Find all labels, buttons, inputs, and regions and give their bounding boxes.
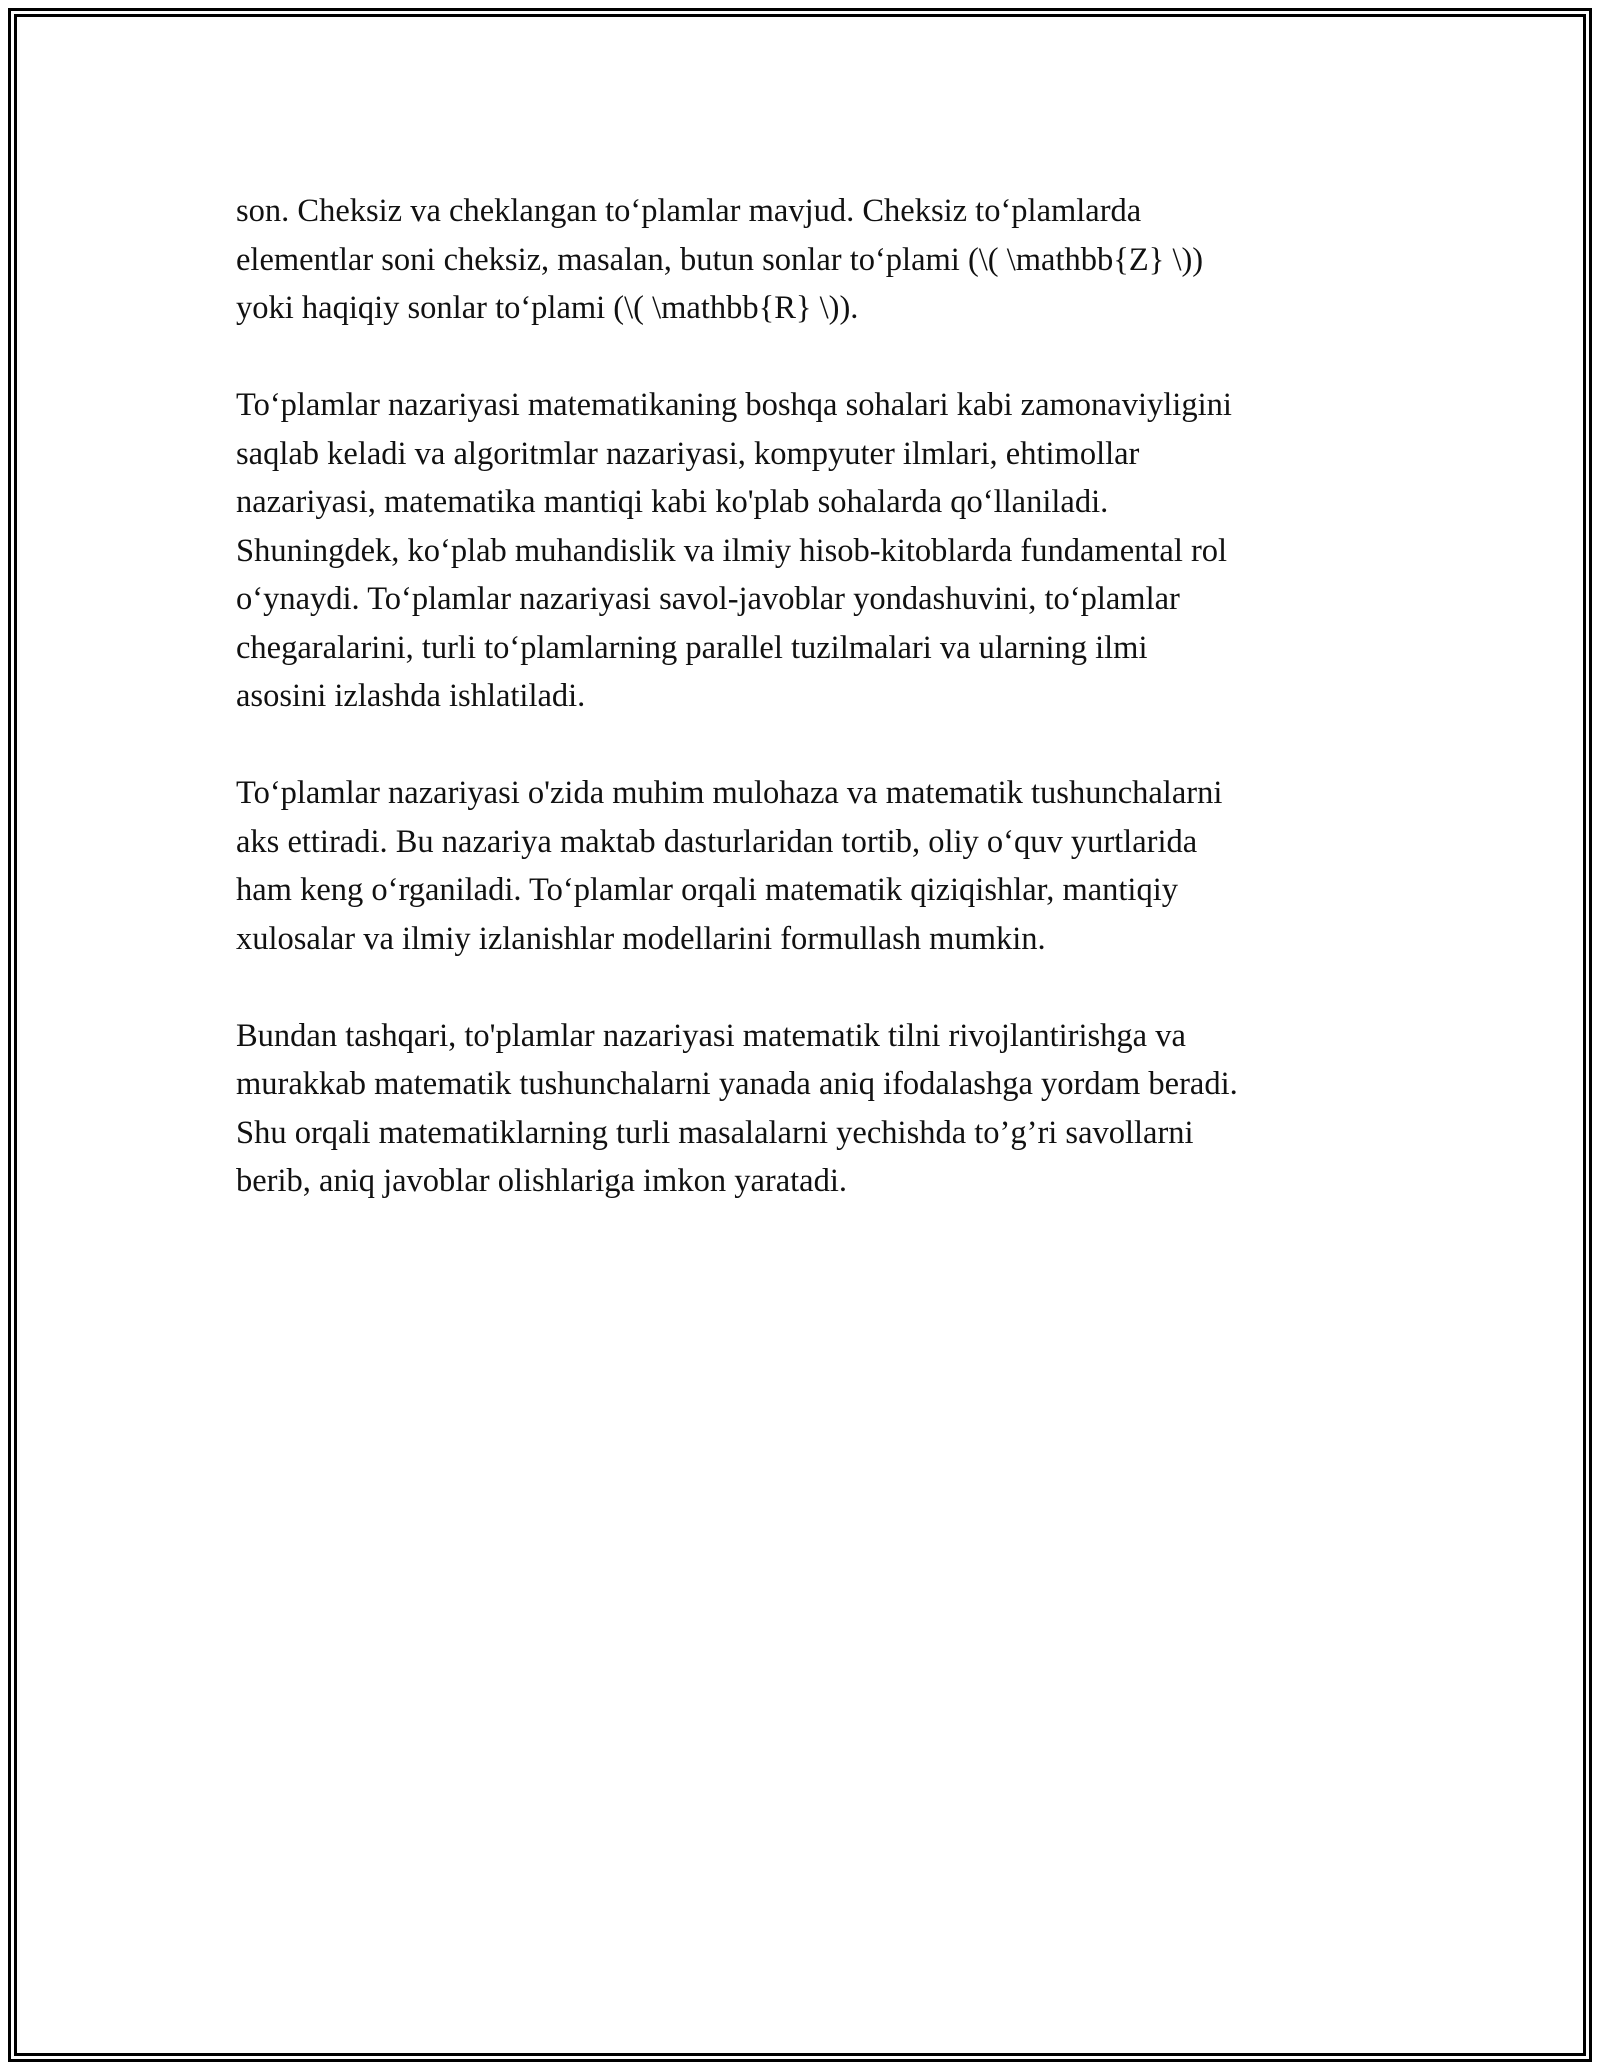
paragraph-4: Bundan tashqari, to'plamlar nazariyasi matematik tilni rivojlantirishga va murakkab matematik tushunchalarni yanada aniq ifodalashga yordam beradi. Shu orqali matematiklarning turli masalalarni yechishda to’g’ri savollarni berib, aniq javoblar olishlariga imkon yaratadi. bbox=[236, 1017, 1238, 1199]
paragraph-1: son. Cheksiz va cheklangan to‘plamlar mavjud. Cheksiz to‘plamlarda elementlar soni cheksiz, masalan, butun sonlar to‘plami (\( \mathbb{Z} \)) yoki haqiqiy sonlar to‘plami (\( \mathbb{R} \)). bbox=[236, 193, 1204, 326]
paragraph-3: To‘plamlar nazariyasi o'zida muhim mulohaza va matematik tushunchalarni aks ettiradi. Bu nazariya maktab dasturlaridan tortib, oliy o‘quv yurtlarida ham keng o‘rganiladi. To‘plamlar orqali matematik qiziqishlar, mantiqiy xulosalar va ilmiy izlanishlar modellarini formullash mumkin. bbox=[236, 775, 1223, 957]
paragraph-2: To‘plamlar nazariyasi matematikaning boshqa sohalari kabi zamonaviyligini saqlab keladi va algoritmlar nazariyasi, kompyuter ilmlari, ehtimollar nazariyasi, matematika mantiqi kabi ko'plab sohalarda qo‘llaniladi. Shuningdek, ko‘plab muhandislik va ilmiy hisob-kitoblarda fundamental rol o‘ynaydi. To‘plamlar nazariyasi savol-javoblar yondashuvini, to‘plamlar chegaralarini, turli to‘plamlarning parallel tuzilmalari va ularning ilmi asosini izlashda ishlatiladi. bbox=[236, 387, 1232, 714]
document-body bbox=[236, 187, 1376, 1254]
